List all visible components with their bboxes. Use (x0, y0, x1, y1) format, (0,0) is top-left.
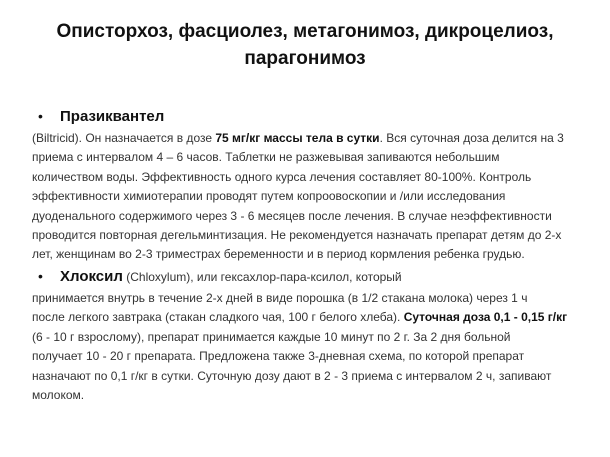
paragraph-line: получает 10 - 20 г препарата. Предложена также 3-дневная схема, по которой препарат (32, 349, 525, 364)
paragraph-line: молоком. (32, 388, 85, 403)
paragraph-line: проводится повторная дегельминтизация. Не рекомендуется назначать препарат детям до 2-х (32, 228, 562, 243)
dose-highlight: 75 мг/кг массы тела в сутки (215, 131, 380, 145)
chloxyl-paragraph (32, 289, 592, 405)
paragraph-line: (6 - 10 г взрослому), препарат принимается каждые 10 минут по 2 г. За 2 дня больной (32, 329, 511, 344)
paragraph-line: количеством воды. Эффективность одного курса лечения составляет 80-100%. Контроль (32, 169, 532, 184)
paragraph-line: назначают по 0,1 г/кг в сутки. Суточную дозу дают в 2 - 3 приема с интервалом 2 ч, запивают (32, 368, 552, 383)
page-title (20, 18, 590, 72)
drug-name-chloxyl: Хлоксил (60, 268, 123, 285)
drug-note-chloxyl: (Chloxylum), или гексахлор-пара-ксилол, который (122, 270, 402, 284)
bullet-icon: • (38, 108, 43, 124)
paragraph-line (32, 308, 592, 327)
paragraph-line (32, 129, 592, 148)
paragraph-line: приема с интервалом 4 – 6 часов. Таблетки не разжевывая запиваются небольшим (32, 150, 500, 165)
paragraph-line: дуоденального содержимого через 3 - 6 месяцев после лечения. В случае неэффективности (32, 208, 552, 223)
section-praziquantel-heading (38, 108, 164, 125)
title-line-2: парагонимоз (244, 48, 366, 69)
bullet-icon: • (38, 268, 43, 284)
praziquantel-paragraph (32, 129, 592, 265)
text-run: после легкого завтрака (стакан сладкого чая, 100 г белого хлеба). (32, 310, 404, 325)
paragraph-line: эффективности химиотерапии проводят путем копроовоскопии и /или исследования (32, 189, 506, 204)
paragraph-line: лет, женщинам во 2-3 триместрах беременности и в период кормления ребенка грудью. (32, 247, 525, 262)
drug-name-praziquantel: Празиквантел (60, 108, 165, 125)
title-line-1: Описторхоз, фасциолез, метагонимоз, дикроцелиоз, (56, 21, 554, 42)
text-run: (Biltricid). Он назначается в дозе (32, 131, 216, 145)
dose-highlight: Суточная доза 0,1 - 0,15 г/кг (403, 310, 568, 325)
section-chloxyl-heading (38, 268, 402, 285)
paragraph-line: принимается внутрь в течение 2-х дней в виде порошка (в 1/2 стакана молока) через 1 ч (32, 291, 528, 305)
text-run: . Вся суточная доза делится на 3 (379, 131, 564, 145)
